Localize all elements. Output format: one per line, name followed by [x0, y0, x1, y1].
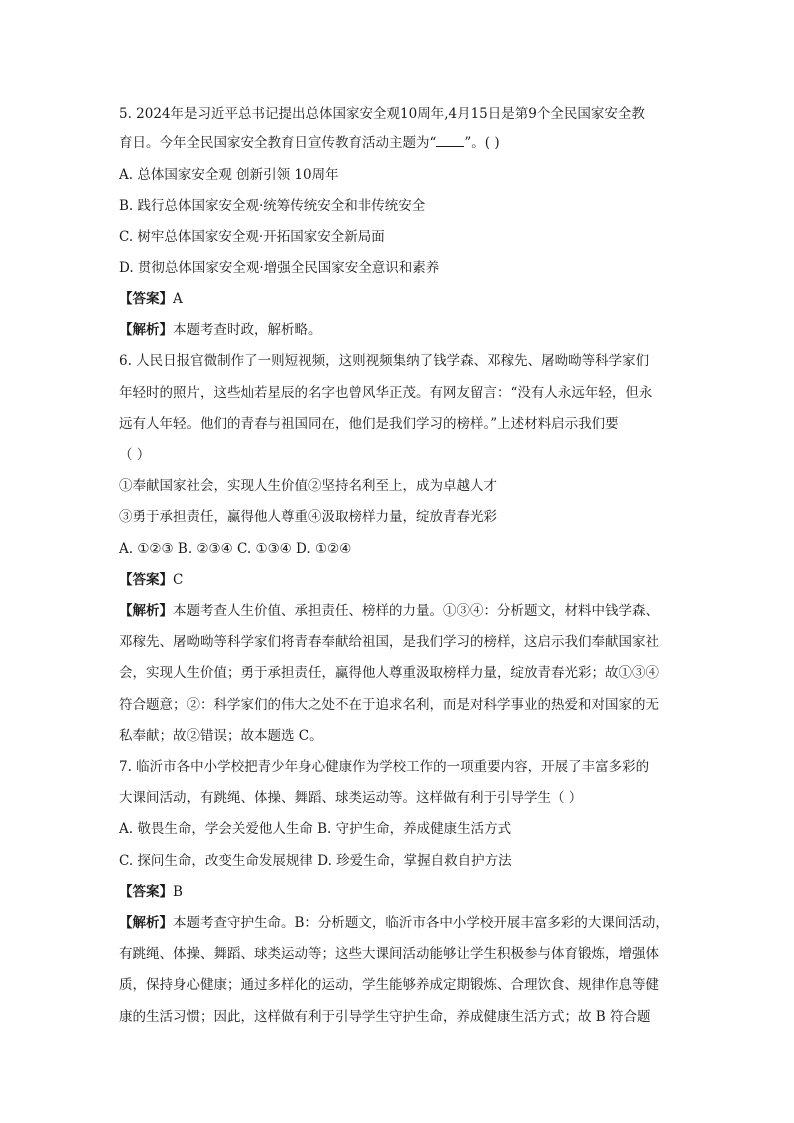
q6-statements-line2: ③勇于承担责任，赢得他人尊重④汲取榜样力量，绽放青春光彩: [119, 509, 497, 525]
q5-stem-line1: 5. 2024年是习近平总书记提出总体国家安全观10周年,4月15日是第9个全民国家安全教: [119, 106, 645, 122]
q5-analysis: 【解析】本题考查时政，解析略。: [119, 322, 322, 338]
q6-stem-line4: （ ）: [119, 447, 151, 463]
q6-analysis-line4: 符合题意；②：科学家们的伟大之处不在于追求名利，而是对科学事业的热爱和对国家的无: [119, 697, 659, 713]
q6-answer: 【答案】C: [119, 572, 184, 588]
q5-option-d: D. 贯彻总体国家安全观·增强全民国家安全意识和素养: [119, 260, 440, 276]
q7-stem-line2: 大课间活动，有跳绳、体操、舞蹈、球类运动等。这样做有利于引导学生（ ）: [119, 790, 583, 806]
q5-answer: 【答案】A: [119, 291, 183, 307]
q6-stem-line3: 远有人年轻。他们的青春与祖国同在，他们是我们学习的榜样。”上述材料启示我们要: [119, 416, 619, 432]
q6-analysis-line1: 【解析】本题考查人生价值、承担责任、榜样的力量。①③④：分析题文，材料中钱学森、: [119, 603, 659, 619]
q6-analysis-line5: 私奉献；故②错误；故本题选 C。: [119, 728, 323, 744]
answer-blank: [436, 134, 464, 147]
q7-answer: 【答案】B: [119, 884, 183, 900]
q6-statements-line1: ①奉献国家社会，实现人生价值②坚持名利至上，成为卓越人才: [119, 478, 497, 494]
q7-analysis-line2: 有跳绳、体操、舞蹈、球类运动等；这些大课间活动能够让学生积极参与体育锻炼，增强体: [119, 946, 659, 962]
q7-options-line1: A. 敬畏生命，学会关爱他人生命 B. 守护生命，养成健康生活方式: [119, 821, 512, 837]
q6-analysis-line2: 邓稼先、屠呦呦等科学家们将青春奉献给祖国，是我们学习的榜样，这启示我们奉献国家社: [119, 634, 659, 650]
q7-analysis-line3: 质，保持身心健康；通过多样化的运动，学生能够养成定期锻炼、合理饮食、规律作息等健: [119, 977, 659, 993]
q6-stem-line2: 年轻时的照片，这些灿若星辰的名字也曾风华正茂。有网友留言：“没有人永远年轻，但永: [119, 385, 653, 401]
q5-option-b: B. 践行总体国家安全观·统筹传统安全和非传统安全: [119, 198, 426, 214]
q6-options: A. ①②③ B. ②③④ C. ①③④ D. ①②④: [119, 541, 352, 557]
q7-analysis-line1: 【解析】本题考查守护生命。B：分析题文，临沂市各中小学校开展丰富多彩的大课间活动，: [119, 915, 669, 931]
q6-stem-line1: 6. 人民日报官微制作了一则短视频，这则视频集纳了钱学森、邓稼先、屠呦呦等科学家们: [119, 353, 650, 369]
q7-analysis-line4: 康的生活习惯；因此，这样做有利于引导学生守护生命，养成健康生活方式；故 B 符合题: [119, 1009, 651, 1025]
q6-analysis-line3: 会，实现人生价值；勇于承担责任，赢得他人尊重汲取榜样力量，绽放青春光彩；故①③④: [119, 665, 659, 681]
q5-stem-line2: 育日。今年全民国家安全教育日宣传教育活动主题为“ ”。( ): [119, 135, 500, 151]
q5-option-c: C. 树牢总体国家安全观·开拓国家安全新局面: [119, 229, 385, 245]
q5-option-a: A. 总体国家安全观 创新引领 10周年: [119, 167, 339, 183]
q7-options-line2: C. 探问生命，改变生命发展规律 D. 珍爱生命，掌握自救自护方法: [119, 853, 512, 869]
q7-stem-line1: 7. 临沂市各中小学校把青少年身心健康作为学校工作的一项重要内容，开展了丰富多彩的: [119, 759, 650, 775]
